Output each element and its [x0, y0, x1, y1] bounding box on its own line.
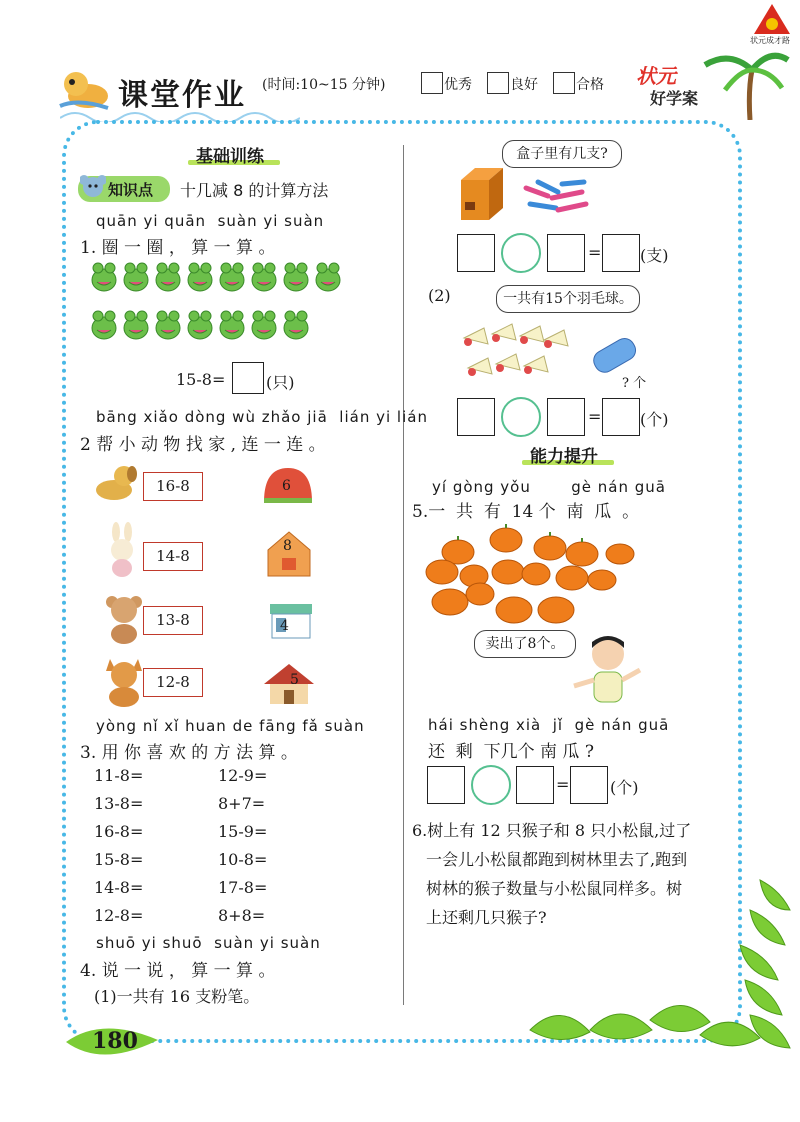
q5-text-2: 还 剩 下几个 南 瓜 ?	[428, 742, 594, 762]
rating-excellent-checkbox[interactable]	[421, 72, 443, 94]
q5-pinyin: yí gòng yǒu gè nán guā	[432, 478, 666, 496]
card-13-8[interactable]: 13-8	[143, 606, 203, 635]
q3-item: 10-8=	[218, 850, 268, 869]
dog-icon[interactable]	[88, 462, 138, 504]
section-title-basic: 基础训练	[196, 147, 264, 167]
header	[0, 0, 800, 118]
q1-answer-box[interactable]	[232, 362, 264, 394]
q4-2-operator-circle[interactable]	[501, 397, 541, 437]
q5-speech-bubble: 卖出了8个。	[474, 630, 576, 658]
rating-good-label: 良好	[510, 77, 538, 93]
q4-2-box-2[interactable]	[547, 398, 585, 436]
pumpkins-illustration	[422, 524, 642, 634]
house-5-number: 5	[290, 672, 299, 688]
corner-logo-icon	[752, 2, 792, 36]
q2-pinyin: bāng xiǎo dòng wù zhǎo jiā lián yi lián	[96, 408, 428, 426]
q5-equals: =	[556, 775, 570, 794]
q1-pinyin: quān yi quān suàn yi suàn	[96, 212, 325, 230]
q4-text: 4. 说 一 说 ， 算 一 算 。	[80, 961, 276, 981]
q3-item: 11-8=	[94, 766, 144, 785]
q4-2-box-1[interactable]	[457, 398, 495, 436]
frog-group[interactable]	[88, 258, 348, 358]
q4-1-box-1[interactable]	[457, 234, 495, 272]
q3-item: 12-9=	[218, 766, 268, 785]
q3-item: 13-8=	[94, 794, 144, 813]
q3-text: 3. 用 你 喜 欢 的 方 法 算 。	[80, 743, 298, 763]
house-shop-icon	[266, 600, 316, 640]
leaves-decoration-icon	[510, 870, 800, 1070]
koala-icon	[80, 172, 106, 202]
q4-1-operator-circle[interactable]	[501, 233, 541, 273]
chalk-sticks-icon	[522, 178, 592, 220]
q5-pinyin-2: hái shèng xià jǐ gè nán guā	[428, 716, 670, 734]
q1-unit: (只)	[266, 373, 295, 392]
q5-unit: (个)	[610, 778, 639, 797]
q4-2-label: (2)	[428, 286, 451, 305]
rating-good-checkbox[interactable]	[487, 72, 509, 94]
house-cottage-icon	[262, 660, 316, 706]
knowledge-text: 十几减 8 的计算方法	[180, 181, 329, 200]
q4-1-speech-bubble: 盒子里有几支?	[502, 140, 622, 168]
page-number: 180	[92, 1028, 138, 1054]
q5-text: 5.一 共 有 14 个 南 瓜 。	[412, 502, 640, 522]
page-title: 课堂作业	[118, 78, 246, 113]
brand-bottom: 好学案	[650, 89, 699, 108]
chalk-box-icon	[455, 160, 507, 224]
column-divider	[403, 145, 404, 1005]
q3-item: 17-8=	[218, 878, 268, 897]
rabbit-icon[interactable]	[104, 522, 140, 578]
knowledge-badge-label: 知识点	[108, 181, 154, 199]
section-title-advanced: 能力提升	[530, 447, 598, 467]
q4-pinyin: shuō yi shuō suàn yi suàn	[96, 934, 321, 952]
q6-line: 上还剩几只猴子?	[426, 908, 547, 927]
q6-line: 6.树上有 12 只猴子和 8 只小松鼠,过了	[412, 821, 692, 840]
q4-1-box-result[interactable]	[602, 234, 640, 272]
rating-pass-label: 合格	[576, 77, 604, 93]
q3-item: 16-8=	[94, 822, 144, 841]
house-8-number: 8	[283, 538, 292, 554]
house-5[interactable]	[262, 660, 316, 706]
q4-2-speech-bubble: 一共有15个羽毛球。	[496, 285, 640, 313]
q3-pinyin: yòng nǐ xǐ huan de fāng fǎ suàn	[96, 717, 365, 735]
q6-line: 一会儿小松鼠都跑到树林里去了,跑到	[426, 850, 688, 869]
shuttlecock-tube-icon	[586, 330, 644, 378]
brand-top: 状元	[636, 64, 676, 88]
q3-col1	[94, 766, 143, 934]
shuttlecocks-icon	[460, 318, 570, 388]
palm-tree-icon	[690, 40, 790, 120]
card-16-8[interactable]: 16-8	[143, 472, 203, 501]
q5-box-result[interactable]	[570, 766, 608, 804]
q4-2-box-result[interactable]	[602, 398, 640, 436]
house-4-number: 4	[280, 618, 289, 634]
house-4[interactable]	[266, 600, 316, 640]
q3-col2	[218, 766, 267, 934]
q3-item: 14-8=	[94, 878, 144, 897]
q4-1-box-2[interactable]	[547, 234, 585, 272]
q3-item: 15-8=	[94, 850, 144, 869]
house-6-number: 6	[282, 478, 291, 494]
q2-text: 2 帮 小 动 物 找 家 , 连 一 连 。	[80, 435, 326, 455]
q1-text: 1. 圈 一 圈 ， 算 一 算 。	[80, 238, 276, 258]
q3-item: 12-8=	[94, 906, 144, 925]
q4-2-unit: (个)	[640, 410, 669, 429]
q4-1-unit: (支)	[640, 246, 669, 265]
q4-2-can-note: ? 个	[622, 376, 647, 391]
q4-2-equals: =	[588, 407, 602, 426]
house-6[interactable]	[262, 464, 314, 504]
bear-icon[interactable]	[104, 592, 144, 644]
q5-box-1[interactable]	[427, 766, 465, 804]
card-14-8[interactable]: 14-8	[143, 542, 203, 571]
cat-icon[interactable]	[102, 655, 146, 707]
q1-equation: 15-8=	[176, 370, 226, 389]
q5-box-2[interactable]	[516, 766, 554, 804]
q3-item: 8+7=	[218, 794, 266, 813]
boy-icon	[568, 630, 646, 710]
q6-line: 树林的猴子数量与小松鼠同样多。树	[426, 879, 683, 898]
q3-item: 8+8=	[218, 906, 266, 925]
corner-logo-text: 状元成才路	[750, 36, 790, 45]
house-8[interactable]	[266, 530, 312, 578]
card-12-8[interactable]: 12-8	[143, 668, 203, 697]
time-note: (时间:10~15 分钟)	[262, 77, 386, 93]
rating-excellent-label: 优秀	[444, 77, 472, 93]
q5-operator-circle[interactable]	[471, 765, 511, 805]
q4-1-equals: =	[588, 243, 602, 262]
q4-sub1: (1)一共有 16 支粉笔。	[94, 987, 260, 1006]
frogs-illustration	[88, 258, 348, 358]
q3-item: 15-9=	[218, 822, 268, 841]
mascot-icon	[58, 62, 114, 114]
knowledge-badge	[78, 176, 170, 202]
rating-pass-checkbox[interactable]	[553, 72, 575, 94]
